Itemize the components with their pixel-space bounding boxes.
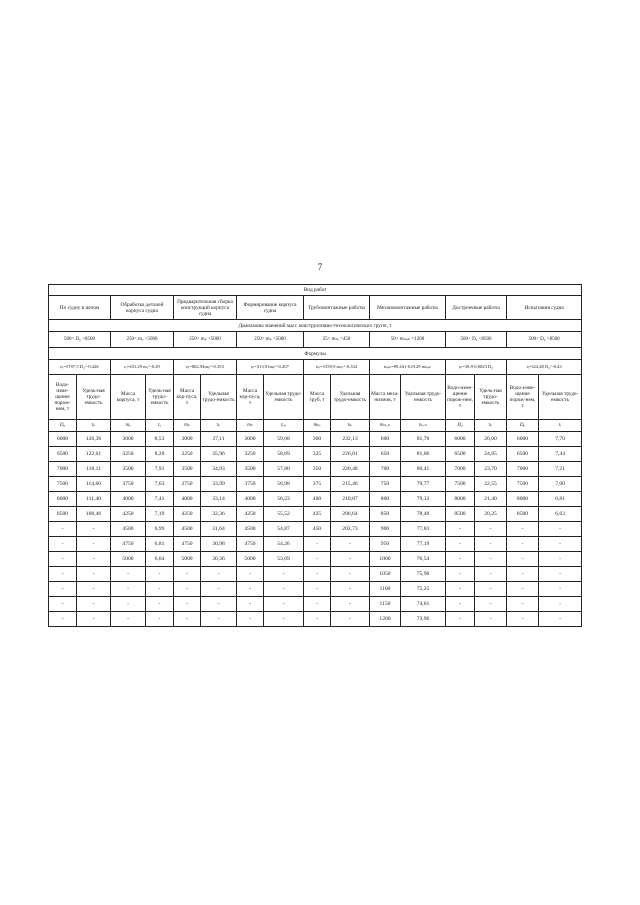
table-cell: - — [111, 597, 146, 612]
table-cell: - — [237, 567, 264, 582]
table-cell: 54,87 — [264, 522, 304, 537]
table-cell: - — [201, 597, 237, 612]
formula-cell: tₘₑₕ=89,441-0,0129 mₘₑₕ — [370, 360, 446, 375]
table-cell: 20,25 — [475, 507, 507, 522]
range-cell: 500< D₀ <8500 — [446, 332, 507, 348]
table-cell: - — [539, 582, 582, 597]
table-cell: 232,13 — [331, 432, 370, 447]
table-cell: 3000 — [111, 432, 146, 447]
table-cell: - — [304, 612, 331, 627]
table-row — [49, 597, 582, 612]
table-cell: - — [475, 582, 507, 597]
ranges-title: Диапазоны значений масс конструктивно-технологических групп, т — [49, 320, 582, 332]
table-cell: 1050 — [370, 567, 401, 582]
table-cell: - — [331, 597, 370, 612]
formula-cell: tₚ=313,91mₚ^-0,207 — [237, 360, 304, 375]
formula-cell: tₜₚ=1559,9 mₜₚ^-0,334 — [304, 360, 370, 375]
table-cell: 3750 — [174, 477, 201, 492]
table-cell: - — [507, 522, 539, 537]
column-header: Удель-ная трудо-емкость — [475, 375, 507, 420]
table-cell: - — [507, 582, 539, 597]
table-cell: - — [77, 567, 111, 582]
table-cell: 3000 — [174, 432, 201, 447]
table-cell: - — [237, 582, 264, 597]
column-headers-row — [49, 375, 582, 420]
table-cell: 700 — [370, 462, 401, 477]
column-symbol: tₚ — [201, 420, 237, 432]
range-cell: 250< mₚ <5000 — [174, 332, 237, 348]
table-cell: - — [111, 582, 146, 597]
table-cell: 22,55 — [475, 477, 507, 492]
table-cell: 7500 — [49, 477, 77, 492]
table-cell: 206,64 — [331, 507, 370, 522]
table-cell: 118,11 — [77, 462, 111, 477]
table-cell: 7,70 — [539, 432, 582, 447]
table-cell: 6,64 — [146, 552, 174, 567]
column-symbol: D₀ — [446, 420, 475, 432]
column-header: Удель-ная трудо-емкость — [77, 375, 111, 420]
table-cell: 81,70 — [401, 432, 446, 447]
table-cell: - — [111, 612, 146, 627]
table-cell: 425 — [304, 507, 331, 522]
column-header: Водо-изме-щение порож-нем, т — [507, 375, 539, 420]
table-cell: - — [539, 567, 582, 582]
table-cell: 3500 — [174, 462, 201, 477]
column-header: Водо-изме-щение порож-нем, т — [446, 375, 475, 420]
table-cell: 8000 — [507, 492, 539, 507]
table-cell: - — [475, 537, 507, 552]
table-cell: - — [77, 612, 111, 627]
table-row — [49, 612, 582, 627]
table-cell: 56,23 — [264, 492, 304, 507]
table-cell: 108,46 — [77, 507, 111, 522]
table-cell: 6500 — [446, 447, 475, 462]
table-cell: 5000 — [174, 552, 201, 567]
column-header: Масса корпуса, т — [111, 375, 146, 420]
range-cell: 500< D₀ <8500 — [507, 332, 582, 348]
table-cell: 7,41 — [146, 492, 174, 507]
table-cell: 7,63 — [146, 477, 174, 492]
table-cell: 750 — [370, 477, 401, 492]
table-cell: 4750 — [111, 537, 146, 552]
column-header: Удельная трудо-емкость — [401, 375, 446, 420]
table-cell: - — [446, 537, 475, 552]
table-cell: 77,19 — [401, 537, 446, 552]
table-cell: 122,01 — [77, 447, 111, 462]
column-symbol: tₚ — [77, 420, 111, 432]
table-cell: 4250 — [174, 507, 201, 522]
table-cell: - — [264, 567, 304, 582]
table-cell: 800 — [370, 492, 401, 507]
table-cell: - — [174, 612, 201, 627]
column-header: Удельная трудо-емкость — [201, 375, 237, 420]
table-row — [49, 522, 582, 537]
work-type-cell: По судну в целом — [49, 296, 111, 320]
column-symbol: D₀ — [49, 420, 77, 432]
table-cell: 7,21 — [539, 462, 582, 477]
table-cell: 1150 — [370, 597, 401, 612]
table-row — [49, 537, 582, 552]
work-type-cell: Достроечные работы — [446, 296, 507, 320]
table-cell: - — [146, 597, 174, 612]
table-cell: - — [77, 582, 111, 597]
work-type-cell: Испытания судна — [507, 296, 582, 320]
table-cell: 4500 — [111, 522, 146, 537]
table-cell: 7500 — [507, 477, 539, 492]
table-cell: - — [146, 582, 174, 597]
table-cell: 21,40 — [475, 492, 507, 507]
table-cell: - — [201, 567, 237, 582]
table-cell: - — [446, 567, 475, 582]
table-row — [49, 462, 582, 477]
table-cell: 53,69 — [264, 552, 304, 567]
table-row — [49, 492, 582, 507]
table-row — [49, 477, 582, 492]
work-types-row — [49, 296, 582, 320]
table-cell: - — [237, 612, 264, 627]
formula-cell: tₚ=5707,5 D₀^-0,426 — [49, 360, 111, 375]
table-cell: 3500 — [111, 462, 146, 477]
range-cell: 25< mₜₚ <450 — [304, 332, 370, 348]
column-symbol: tₒ — [146, 420, 174, 432]
column-header: Водо-изме-щение порож-нем, т — [49, 375, 77, 420]
table-cell: 4750 — [237, 537, 264, 552]
table-cell: 7000 — [49, 462, 77, 477]
table-cell: 76,54 — [401, 552, 446, 567]
table-cell: - — [146, 567, 174, 582]
table-cell: 3750 — [111, 477, 146, 492]
formula-cell: tₚ=39,8-0,0023 D₀ — [446, 360, 507, 375]
table-cell: 300 — [304, 432, 331, 447]
table-cell: - — [507, 552, 539, 567]
table-cell: 5000 — [111, 552, 146, 567]
formula-cell: tᵢ=324,48 D₀^-0,43 — [507, 360, 582, 375]
table-cell: 600 — [370, 432, 401, 447]
table-cell: 6000 — [49, 432, 77, 447]
column-symbol: tᵢ — [539, 420, 582, 432]
table-cell: - — [77, 522, 111, 537]
table-cell: 37,11 — [201, 432, 237, 447]
column-symbols-row — [49, 420, 582, 432]
table-cell: 7000 — [507, 462, 539, 477]
table-cell: - — [539, 612, 582, 627]
column-header: Удельная трудо-емкость — [264, 375, 304, 420]
table-cell: - — [174, 582, 201, 597]
table-row — [49, 582, 582, 597]
range-cell: 250< mₚ <5000 — [237, 332, 304, 348]
table-cell: - — [49, 582, 77, 597]
table-cell: - — [77, 597, 111, 612]
table-cell: 58,69 — [264, 447, 304, 462]
table-cell: - — [111, 567, 146, 582]
table-cell: 8500 — [507, 507, 539, 522]
table-cell: - — [237, 597, 264, 612]
table-cell: - — [77, 552, 111, 567]
table-cell: 8,20 — [146, 447, 174, 462]
table-cell: 30,36 — [201, 552, 237, 567]
table-cell: 6,81 — [146, 537, 174, 552]
table-cell: 4500 — [174, 522, 201, 537]
table-cell: 33,99 — [201, 477, 237, 492]
table-cell: 8000 — [446, 492, 475, 507]
table-cell: - — [49, 612, 77, 627]
table-cell: 3250 — [237, 447, 264, 462]
table-cell: - — [49, 537, 77, 552]
table-cell: 73,96 — [401, 612, 446, 627]
table-cell: 4750 — [174, 537, 201, 552]
table-cell: 56,98 — [264, 477, 304, 492]
table-cell: - — [331, 567, 370, 582]
table-cell: 32,36 — [201, 507, 237, 522]
table-cell: 75,25 — [401, 582, 446, 597]
column-header: Масса меха-низмов, т — [370, 375, 401, 420]
column-symbol: tₚₓ — [264, 420, 304, 432]
table-cell: 4000 — [237, 492, 264, 507]
table-row — [49, 567, 582, 582]
table-row — [49, 432, 582, 447]
table-cell: 850 — [370, 507, 401, 522]
table-cell: 126,36 — [77, 432, 111, 447]
table-cell: 7,19 — [146, 507, 174, 522]
table-cell: 7500 — [446, 477, 475, 492]
table-row — [49, 552, 582, 567]
table-cell: 8000 — [49, 492, 77, 507]
table-cell: 4250 — [111, 507, 146, 522]
range-cell: 50< mₘₑₕ <1200 — [370, 332, 446, 348]
table-cell: - — [331, 552, 370, 567]
table-cell: - — [174, 567, 201, 582]
data-rows — [49, 432, 582, 627]
table-cell: 4000 — [174, 492, 201, 507]
table-cell: 4000 — [111, 492, 146, 507]
table-cell: - — [264, 597, 304, 612]
table-cell: - — [49, 552, 77, 567]
table-cell: 6500 — [49, 447, 77, 462]
table-cell: 57,80 — [264, 462, 304, 477]
column-symbol: tₜₚ — [331, 420, 370, 432]
table-cell: 4250 — [237, 507, 264, 522]
table-cell: 30,98 — [201, 537, 237, 552]
range-cell: 500< D₀ <8500 — [49, 332, 111, 348]
table-cell: 55,52 — [264, 507, 304, 522]
table-cell: 6,63 — [539, 507, 582, 522]
column-header: Удельная трудо-емкость — [539, 375, 582, 420]
table-cell: - — [446, 597, 475, 612]
table-cell: 35,96 — [201, 447, 237, 462]
table-cell: 8,53 — [146, 432, 174, 447]
table-cell: 1200 — [370, 612, 401, 627]
table-cell: - — [539, 597, 582, 612]
table-cell: 8500 — [49, 507, 77, 522]
table-cell: - — [475, 612, 507, 627]
table-cell: 950 — [370, 537, 401, 552]
table-cell: - — [304, 537, 331, 552]
table-cell: - — [304, 552, 331, 567]
table-cell: - — [201, 582, 237, 597]
table-cell: 8500 — [446, 507, 475, 522]
table-cell: 79,77 — [401, 477, 446, 492]
table-cell: 3250 — [174, 447, 201, 462]
table-cell: 7000 — [446, 462, 475, 477]
table-cell: 34,93 — [201, 462, 237, 477]
table-cell: 7,00 — [539, 477, 582, 492]
table-cell: 3750 — [237, 477, 264, 492]
column-symbol: mₜₚ — [304, 420, 331, 432]
formulas-title: Формулы — [49, 348, 582, 360]
table-cell: 450 — [304, 522, 331, 537]
table-cell: - — [507, 597, 539, 612]
column-header: Удельная трудо-емкость — [331, 375, 370, 420]
table-cell: - — [507, 537, 539, 552]
table-cell: 78,48 — [401, 507, 446, 522]
table-cell: - — [304, 582, 331, 597]
table-cell: 3500 — [237, 462, 264, 477]
table-cell: 400 — [304, 492, 331, 507]
work-types-table — [48, 284, 582, 627]
ranges-row — [49, 332, 582, 348]
table-cell: - — [146, 612, 174, 627]
table-cell: 215,46 — [331, 477, 370, 492]
table-cell: 75,90 — [401, 567, 446, 582]
table-cell: - — [264, 612, 304, 627]
table-cell: - — [331, 582, 370, 597]
table-cell: 325 — [304, 447, 331, 462]
table-cell: - — [331, 612, 370, 627]
table-cell: - — [446, 612, 475, 627]
table-cell: 74,61 — [401, 597, 446, 612]
table-cell: 210,87 — [331, 492, 370, 507]
column-symbol: D₀ — [507, 420, 539, 432]
column-symbol: mₘₑₕ — [370, 420, 401, 432]
table-cell: 24,85 — [475, 447, 507, 462]
table-cell: - — [475, 567, 507, 582]
table-cell: - — [539, 522, 582, 537]
table-cell: - — [49, 597, 77, 612]
table-cell: 23,70 — [475, 462, 507, 477]
table-cell: - — [331, 537, 370, 552]
table-cell: - — [475, 552, 507, 567]
work-type-cell: Механомонтажные работы — [370, 296, 446, 320]
table-cell: - — [77, 537, 111, 552]
column-symbol: mₒ — [111, 420, 146, 432]
table-cell: - — [475, 522, 507, 537]
formula-cell: tₒ=431,29 mₒ^-0,49 — [111, 360, 174, 375]
table-cell: 6,99 — [146, 522, 174, 537]
table-cell: - — [49, 567, 77, 582]
table-cell: 3000 — [237, 432, 264, 447]
work-type-cell: Формирование корпуса судна — [237, 296, 304, 320]
table-cell: 6000 — [446, 432, 475, 447]
column-header: Масса кор-пуса, т — [174, 375, 201, 420]
table-cell: 54,26 — [264, 537, 304, 552]
column-symbol: mₚ — [174, 420, 201, 432]
table-cell: - — [304, 567, 331, 582]
table-cell: 33,14 — [201, 492, 237, 507]
table-cell: 220,48 — [331, 462, 370, 477]
table-cell: 1000 — [370, 552, 401, 567]
table-cell: - — [174, 597, 201, 612]
table-cell: 900 — [370, 522, 401, 537]
table-cell: - — [201, 612, 237, 627]
work-type-cell: Предварительная сборка конструкций корпуса судна — [174, 296, 237, 320]
table-cell: - — [539, 552, 582, 567]
table-cell: - — [446, 522, 475, 537]
column-symbol: tₘₑₕ — [401, 420, 446, 432]
table-cell: - — [539, 537, 582, 552]
table-cell: 77,83 — [401, 522, 446, 537]
table-title: Вид работ — [49, 285, 582, 296]
table-cell: 26,00 — [475, 432, 507, 447]
table-cell: - — [264, 582, 304, 597]
table-cell: 3250 — [111, 447, 146, 462]
column-header: Удель-ная трудо-емкость — [146, 375, 174, 420]
work-type-cell: Обработка деталей корпуса судна — [111, 296, 174, 320]
table-cell: 81,06 — [401, 447, 446, 462]
table-cell: - — [507, 567, 539, 582]
table-cell: - — [475, 597, 507, 612]
page-number: 7 — [317, 262, 323, 272]
column-header: Масса труб, т — [304, 375, 331, 420]
table-cell: 226,01 — [331, 447, 370, 462]
table-cell: - — [446, 582, 475, 597]
table-cell: 350 — [304, 462, 331, 477]
table-cell: 6,81 — [539, 492, 582, 507]
table-cell: 5000 — [237, 552, 264, 567]
table-cell: 111,40 — [77, 492, 111, 507]
table-cell: 202,73 — [331, 522, 370, 537]
range-cell: 250< mₒ <5000 — [111, 332, 174, 348]
table-cell: - — [49, 522, 77, 537]
table-cell: - — [304, 597, 331, 612]
formula-cell: tₚ=862,94mₚ^-0,353 — [174, 360, 237, 375]
table-cell: 6000 — [507, 432, 539, 447]
formulas-row — [49, 360, 582, 375]
table-cell: 31,64 — [201, 522, 237, 537]
table-cell: 114,60 — [77, 477, 111, 492]
table-cell: - — [507, 612, 539, 627]
table-cell: 375 — [304, 477, 331, 492]
table-cell: 80,41 — [401, 462, 446, 477]
table-cell: 7,91 — [146, 462, 174, 477]
column-symbol: tₚ — [475, 420, 507, 432]
table-cell: 1100 — [370, 582, 401, 597]
table-cell: 650 — [370, 447, 401, 462]
table-cell: 7,44 — [539, 447, 582, 462]
table-cell: 4500 — [237, 522, 264, 537]
work-type-cell: Трубомонтажные работы — [304, 296, 370, 320]
column-header: Масса кор-пуса, т — [237, 375, 264, 420]
table-cell: - — [446, 552, 475, 567]
table-cell: 79,12 — [401, 492, 446, 507]
table-row — [49, 447, 582, 462]
table-row — [49, 507, 582, 522]
column-symbol: mₖ — [237, 420, 264, 432]
table-cell: 59,68 — [264, 432, 304, 447]
table-cell: 6500 — [507, 447, 539, 462]
